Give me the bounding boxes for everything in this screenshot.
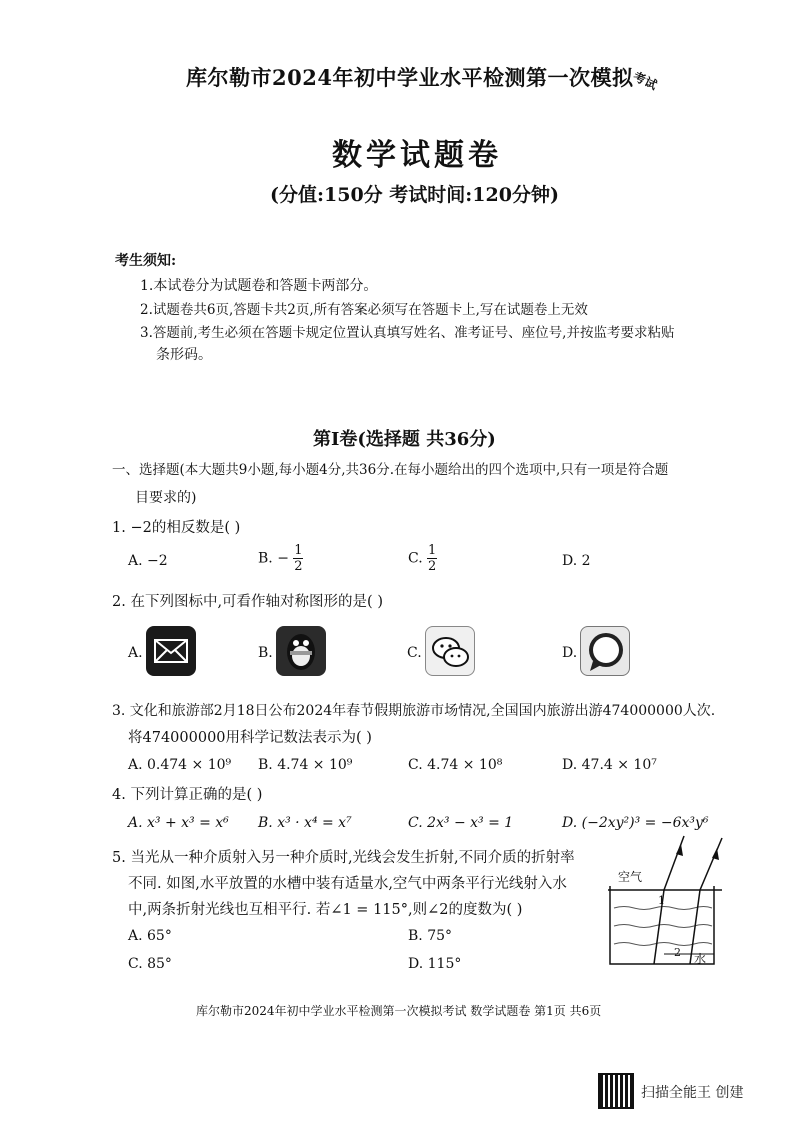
q3-option-c: C. 4.74 × 10⁸ <box>408 757 503 773</box>
q1-option-b-fraction <box>293 544 303 573</box>
q1-option-c <box>408 544 437 573</box>
wechat-icon <box>425 626 475 676</box>
page-subtitle: (分值:150分 考试时间:120分钟) <box>270 184 559 206</box>
q4-option-b: B. x³ · x⁴ = x⁷ <box>258 815 352 831</box>
part1-intro: 一、选择题(本大题共9小题,每小题4分,共36分.在每小题给出的四个选项中,只有一项是符合题 <box>112 462 669 478</box>
section-title: 第Ⅰ卷(选择题 共36分) <box>313 429 496 450</box>
q2-option-c-label: C. <box>407 645 422 661</box>
q1-option-a: A. −2 <box>128 553 168 569</box>
exam-header <box>186 62 661 93</box>
fig-air-label: 空气 <box>618 870 643 884</box>
q3-stem-line2: 将474000000用科学记数法表示为( ) <box>128 730 372 746</box>
q5-option-c: C. 85° <box>128 956 172 972</box>
q1-b-numerator: 1 <box>294 543 303 558</box>
page-footer: 库尔勒市2024年初中学业水平检测第一次模拟考试 数学试题卷 第1页 共6页 <box>196 1004 602 1018</box>
q3-stem-line1: 3. 文化和旅游部2月18日公布2024年春节假期旅游市场情况,全国国内旅游出游474000000人次. <box>112 703 716 719</box>
scanner-watermark: 扫描全能王 创建 <box>641 1085 744 1101</box>
q5-option-a: A. 65° <box>128 928 172 944</box>
fig-water-label: 水 <box>694 952 707 966</box>
q3-option-b: B. 4.74 × 10⁹ <box>258 757 353 773</box>
notice-item-1: 1.本试卷分为试题卷和答题卡两部分。 <box>140 278 378 294</box>
exam-header-text: 库尔勒市2024年初中学业水平检测第一次模拟 <box>186 65 634 90</box>
q5-stem-line3: 中,两条折射光线也互相平行. 若∠1 = 115°,则∠2的度数为( ) <box>128 902 523 918</box>
q2-stem: 2. 在下列图标中,可看作轴对称图形的是( ) <box>112 594 383 610</box>
notice-heading: 考生须知: <box>115 253 177 269</box>
page-title: 数学试题卷 <box>332 138 502 173</box>
q1-c-denominator: 2 <box>427 559 437 574</box>
q1-option-b <box>258 544 303 573</box>
q1-option-c-fraction <box>427 544 437 573</box>
q1-c-numerator: 1 <box>427 543 437 558</box>
fig-angle-2-label: 2 <box>674 946 681 959</box>
q3-option-d: D. 47.4 × 10⁷ <box>562 757 657 773</box>
q5-stem-line2: 不同. 如图,水平放置的水槽中装有适量水,空气中两条平行光线射入水 <box>128 876 567 892</box>
q4-option-c: C. 2x³ − x³ = 1 <box>408 815 514 831</box>
q4-option-d: D. (−2xy²)³ = −6x³y⁶ <box>562 815 709 831</box>
notice-item-3-cont: 条形码。 <box>156 347 212 363</box>
q1-option-b-prefix: B. − <box>258 550 289 567</box>
fig-angle-1-label: 1 <box>658 894 665 907</box>
q2-option-b-label: B. <box>258 645 273 661</box>
notice-item-3: 3.答题前,考生必须在答题卡规定位置认真填写姓名、准考证号、座位号,并按监考要求粘贴 <box>140 325 675 341</box>
q1-option-c-prefix: C. <box>408 550 423 567</box>
q4-stem: 4. 下列计算正确的是( ) <box>112 787 263 803</box>
exam-header-tail: 考试 <box>631 69 661 93</box>
q5-stem-line1: 5. 当光从一种介质射入另一种介质时,光线会发生折射,不同介质的折射率 <box>112 850 575 866</box>
part1-intro-cont: 目要求的) <box>135 490 197 506</box>
qq-penguin-icon <box>276 626 326 676</box>
q5-option-b: B. 75° <box>408 928 453 944</box>
q2-option-a-label: A. <box>128 645 143 661</box>
mail-icon <box>146 626 196 676</box>
q3-option-a: A. 0.474 × 10⁹ <box>128 757 232 773</box>
q5-refraction-figure <box>604 830 729 970</box>
q1-stem: 1. −2的相反数是( ) <box>112 520 241 536</box>
chat-bubble-icon <box>580 626 630 676</box>
notice-item-2: 2.试题卷共6页,答题卡共2页,所有答案必须写在答题卡上,写在试题卷上无效 <box>140 302 588 318</box>
q1-option-d: D. 2 <box>562 553 591 569</box>
q2-option-d-label: D. <box>562 645 578 661</box>
q4-option-a: A. x³ + x³ = x⁶ <box>128 815 229 831</box>
q5-option-d: D. 115° <box>408 956 462 972</box>
q1-b-denominator: 2 <box>294 559 303 574</box>
qr-code-icon <box>598 1073 634 1109</box>
